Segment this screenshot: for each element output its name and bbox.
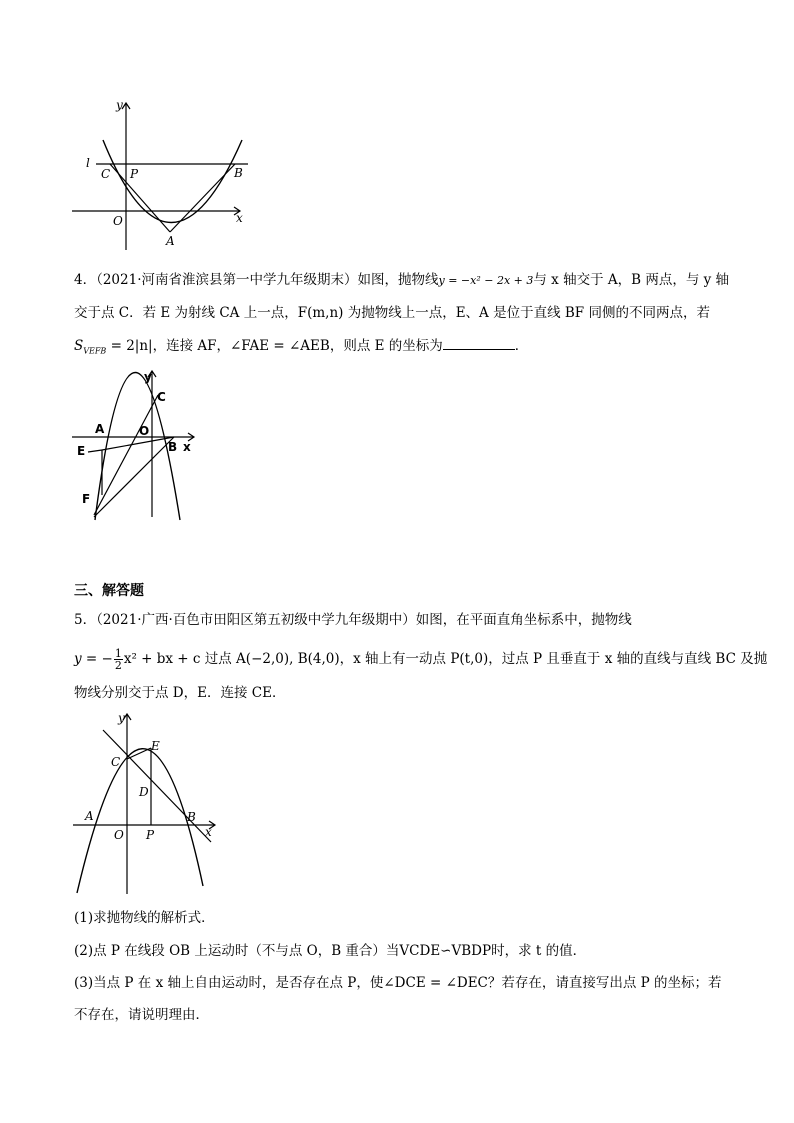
segment-AB <box>170 164 235 232</box>
label-A: A <box>95 422 105 436</box>
q5-line-2 <box>74 648 767 671</box>
q5-fraction <box>114 648 123 671</box>
q5-text-line2: x² + bx + c 过点 A(−2,0), B(4,0)，x 轴上有一动点 P(t,0)，过点 P 且垂直于 x 轴的直线与直线 BC 及抛 <box>123 651 768 667</box>
label-l: l <box>86 156 90 170</box>
label-A: A <box>166 234 175 248</box>
q4-line-1 <box>74 272 729 289</box>
ray-CA <box>94 395 158 515</box>
q4-text-end: ． <box>514 338 529 354</box>
sub-question-1: (1)求抛物线的解析式． <box>74 910 215 926</box>
label-O: O <box>114 828 124 842</box>
label-B: B <box>187 810 196 824</box>
label-E: E <box>151 739 160 753</box>
q4-text-b: 与 x 轴交于 A，B 两点，与 y 轴 <box>533 272 730 288</box>
q5-source: （2021·广西·百色市田阳区第五初级中学九年级期中） <box>96 612 416 628</box>
q5-fraction-denominator: 2 <box>114 659 122 672</box>
section-heading: 三、解答题 <box>74 583 144 599</box>
label-x: x <box>183 440 191 454</box>
q5-fraction-numerator: 1 <box>114 647 122 660</box>
q4-area-subscript: VEFB <box>83 346 107 356</box>
figure-3-svg <box>65 708 225 898</box>
label-B: B <box>168 440 178 454</box>
figure-3-parabola <box>65 708 225 898</box>
q5-line-1 <box>74 612 632 628</box>
q4-source: （2021·河南省淮滨县第一中学九年级期末） <box>96 272 358 288</box>
label-y: y <box>116 98 123 112</box>
label-O: O <box>113 214 123 228</box>
label-O: O <box>139 424 150 438</box>
label-D: D <box>139 785 149 799</box>
sub-question-3-line-2: 不存在，请说明理由． <box>74 1007 209 1023</box>
label-E: E <box>77 444 86 458</box>
q4-text-line2: 交于点 C．若 E 为射线 CA 上一点，F(m,n) 为抛物线上一点，E、A 是位于直线 BF 同侧的不同两点，若 <box>74 305 710 321</box>
sub-question-2: (2)点 P 在线段 OB 上运动时（不与点 O，B 重合）当VCDE∽VBDP时，求 t 的值． <box>74 943 587 959</box>
figure-2-parabola <box>60 365 210 525</box>
label-y: y <box>144 370 152 384</box>
figure-2-svg <box>60 365 210 525</box>
label-A: A <box>85 809 94 823</box>
sub-question-3-line-1: (3)当点 P 在 x 轴上自由运动时，是否存在点 P，使∠DCE = ∠DEC？若存在，请直接写出点 P 的坐标；若 <box>74 975 722 991</box>
q5-text-line3: 物线分别交于点 D，E．连接 CE． <box>74 685 286 701</box>
q4-number: 4． <box>74 272 97 288</box>
label-C: C <box>101 167 111 181</box>
segment-E <box>88 450 102 452</box>
q4-text-a: 如图，抛物线 <box>357 272 439 288</box>
label-y: y <box>118 711 125 725</box>
q4-equation: y = −x² − 2x + 3 <box>438 274 534 287</box>
q5-line-3 <box>74 685 285 701</box>
figure-1-svg <box>60 95 260 260</box>
q4-line-2 <box>74 305 710 321</box>
parabola <box>77 749 203 893</box>
q4-line-3 <box>74 337 528 360</box>
answer-blank[interactable] <box>443 337 515 350</box>
label-P: P <box>130 167 139 181</box>
q4-area-symbol: S <box>74 338 84 354</box>
label-B: B <box>234 166 243 180</box>
q5-text-line1: 如图，在平面直角坐标系中，抛物线 <box>415 612 632 628</box>
parabola <box>103 140 242 223</box>
label-x: x <box>236 211 243 225</box>
label-F: F <box>82 492 91 506</box>
label-P: P <box>146 828 155 842</box>
label-C: C <box>157 390 166 404</box>
label-C: C <box>111 755 121 769</box>
figure-1-parabola-line <box>60 95 260 260</box>
q5-eq-start: y = − <box>74 651 113 667</box>
q5-number: 5． <box>74 612 97 628</box>
q4-text-line3: = 2|n|，连接 AF，∠FAE = ∠AEB，则点 E 的坐标为 <box>106 338 443 354</box>
label-x: x <box>205 825 212 839</box>
